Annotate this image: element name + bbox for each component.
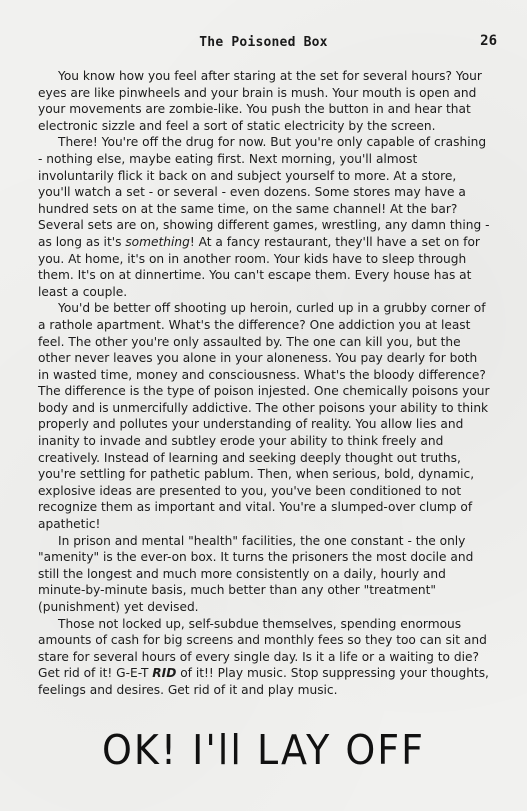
- paragraph-2-text-b: ! At a fancy restaurant, they'll have a set on for you. At home, it's on in another room. Your kids have to sleep through them. It's on at dinnertime. You can't escape them. Every house has at least a couple.: [38, 234, 480, 299]
- paragraph-3: [38, 300, 490, 532]
- paragraph-2-emphasis: something: [125, 234, 190, 249]
- paragraph-5-text-a: Those not locked up, self-subdue themselves, spending enormous amounts of cash for big screens and monthly fees so they too can sit and stare for several hours of every single day. Is it a life or a waiting to die? Get rid of it! G-E-T: [38, 616, 487, 681]
- handwritten-shout: OK! I'll LAY OFF: [102, 726, 425, 774]
- paragraph-2-text-a: There! You're off the drug for now. But you're only capable of crashing - nothing else, maybe eating first. Next morning, you'll almost involuntarily flick it back on and subject yourself to more. At a store, you'll watch a set - or several - even dozens. Some stores may have a hundred sets on at the same time, on the same channel! At the bar? Several sets are on, showing different games, wrestling, any damn thing - as long as it's: [38, 135, 490, 249]
- paragraph-4-text: In prison and mental "health" facilities, the one constant - the only "amenity" is the ever-on box. It turns the prisoners the most docile and still the longest and much more consistently on a daily, hourly and minute-by-minute basis, much better than any other "treatment" (punishment) yet devised.: [38, 533, 474, 614]
- paragraph-5-text-b: of it!! Play music. Stop suppressing your thoughts, feelings and desires. Get rid of it and play music.: [38, 666, 489, 697]
- paragraph-3-text: You'd be better off shooting up heroin, curled up in a grubby corner of a rathole apartment. What's the difference? One addiction you at least feel. The other you're only assaulted by. The one can kill you, but the other never leaves you alone in your aloneness. You pay dearly for both in wasted time, money and consciousness. What's the bloody difference? The difference is the type of poison injested. One chemically poisons your body and is unmercifully addictive. The other poisons your ability to think properly and pollutes your understanding of reality. You allow lies and inanity to invade and subtley erode your ability to think freely and creatively. Instead of learning and seeking deeply thought out truths, you're settling for pathetic pablum. Then, when serious, bold, dynamic, explosive ideas are presented to you, you've been conditioned to not recognize them as important and vital. You're a slumped-over clump of apathetic!: [38, 301, 490, 532]
- running-title: The Poisoned Box: [199, 35, 328, 50]
- paragraph-5: [38, 616, 490, 699]
- paragraph-1-text: You know how you feel after staring at the set for several hours? Your eyes are like pinwheels and your brain is mush. Your mouth is open and your movements are zombie-like. You push the button in and hear that electronic sizzle and feel a sort of static electricity by the screen.: [38, 69, 482, 133]
- paragraph-1: [38, 68, 490, 134]
- paragraph-2: [38, 134, 490, 300]
- paragraph-4: [38, 533, 490, 616]
- paragraph-5-emphasis: RID: [152, 666, 177, 681]
- body-text: [38, 68, 490, 699]
- page-number: 26: [480, 33, 497, 49]
